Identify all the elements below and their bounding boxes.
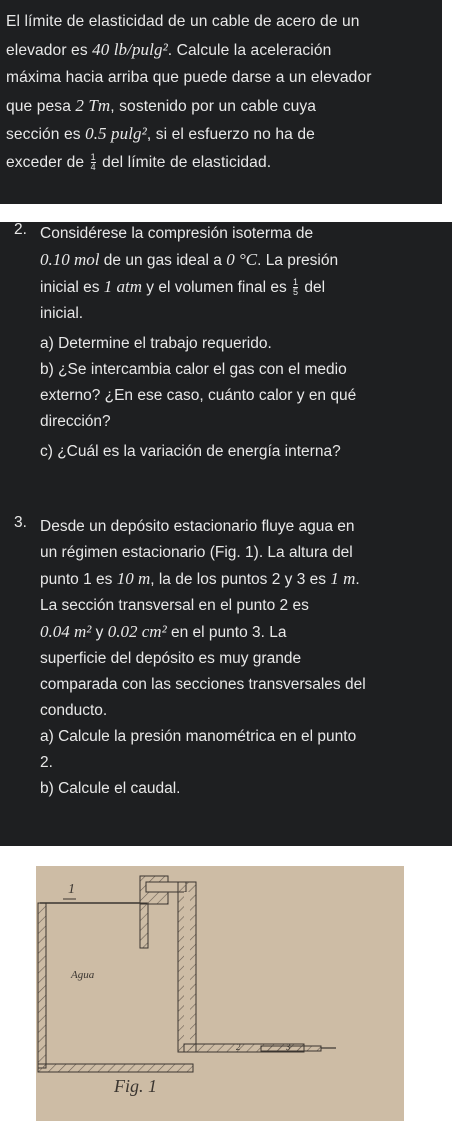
problem-2-number: 2. [14,221,27,238]
label-point-3: 3 [286,1042,291,1052]
problem-3-number: 3. [14,514,27,531]
p2-math-atm: 1 atm [103,277,142,296]
p2-line-3b: y el volumen final es [142,279,292,296]
tank-bottom [38,1064,193,1072]
p3-line-4: La sección transversal en el punto 2 es [40,597,309,614]
tank-diagram [36,866,404,1121]
p3-line-7: comparada con las secciones transversales del [40,676,366,693]
pipe-bore [184,892,190,1052]
p2-frac-den: 5 [293,287,299,298]
p1-line-3: máxima hacia arriba que puede darse a un elevador [6,69,372,86]
p1-line-6a: exceder de [6,153,89,171]
p2-line-3c: del [300,279,326,296]
p1-frac-den: 4 [90,161,96,172]
p3-line-5a: y [91,624,108,641]
p3-line-5b: en el punto 3. La [166,624,287,641]
p3-question-a-1: a) Calcule la presión manométrica en el punto [40,728,357,745]
p2-question-b-2: externo? ¿En ese caso, cuánto calor y en qué [40,387,357,404]
p1-line-5b: , si el esfuerzo no ha de [146,126,315,143]
p1-line-5a: sección es [6,126,86,143]
p1-frac-num: 1 [90,151,96,162]
p1-math-section: 0.5 pulg² [85,124,147,143]
p3-math-a2: 0.04 m² [40,622,92,641]
problem-1-panel [0,0,442,204]
p3-question-b: b) Calcule el caudal. [40,780,181,797]
p2-line-1: Considérese la compresión isoterma de [40,225,314,242]
p2-frac-num: 1 [293,277,299,288]
p3-line-3a: punto 1 es [40,571,117,588]
p3-math-a3: 0.02 cm² [107,622,167,641]
p1-math-limit: 40 lb/pulg² [92,39,168,59]
p3-math-h1: 10 m [116,569,151,588]
p3-line-3b: , la de los puntos 2 y 3 es [150,571,331,588]
p2-math-mol: 0.10 mol [40,250,100,269]
p1-line-2a: elevador es [6,41,93,59]
p3-line-8: conducto. [40,702,108,719]
p2-line-4: inicial. [40,305,84,322]
p2-question-b-1: b) ¿Se intercambia calor el gas con el medio [40,361,347,378]
p2-question-a: a) Determine el trabajo requerido. [40,335,272,352]
p2-line-2b: . La presión [257,252,339,269]
figure-caption: Fig. 1 [114,1076,157,1096]
p1-line-4a: que pesa [6,97,76,115]
figure-photo [36,866,404,1121]
p2-math-temp: 0 °C [226,250,258,269]
p1-line-2b: . Calcule la aceleración [167,41,332,59]
problem-2-3-panel [0,222,452,846]
p3-question-a-2: 2. [40,754,53,771]
p2-line-2a: de un gas ideal a [99,252,227,269]
problem-2-body [40,221,445,465]
label-point-2: 2 [236,1042,241,1052]
p1-math-weight: 2 Tm [75,95,111,115]
p1-fraction [91,153,96,172]
p3-line-2: un régimen estacionario (Fig. 1). La altura del [40,544,353,561]
p2-question-c: c) ¿Cuál es la variación de energía interna? [40,443,341,460]
p2-question-b-3: dirección? [40,413,111,430]
p1-line-4b: , sostenido por un cable cuya [110,97,317,115]
label-point-1: 1 [68,882,75,897]
p3-line-6: superficie del depósito es muy grande [40,650,302,667]
p3-math-h23: 1 m [330,569,356,588]
label-agua: Agua [71,969,95,981]
problem-1-text [6,8,440,176]
p2-fraction [293,278,298,297]
tank-left-wall [38,903,46,1068]
problem-3-body [40,514,445,802]
p1-line-1: El límite de elasticidad de un cable de acero de un [6,13,360,30]
pipe-narrow [261,1046,321,1051]
p3-line-3c: . [355,571,360,588]
p1-line-6b: del límite de elasticidad. [97,153,272,171]
p3-line-1: Desde un depósito estacionario fluye agua en [40,518,355,535]
p2-line-3a: inicial es [40,279,104,296]
tank-right-wall [140,903,148,948]
